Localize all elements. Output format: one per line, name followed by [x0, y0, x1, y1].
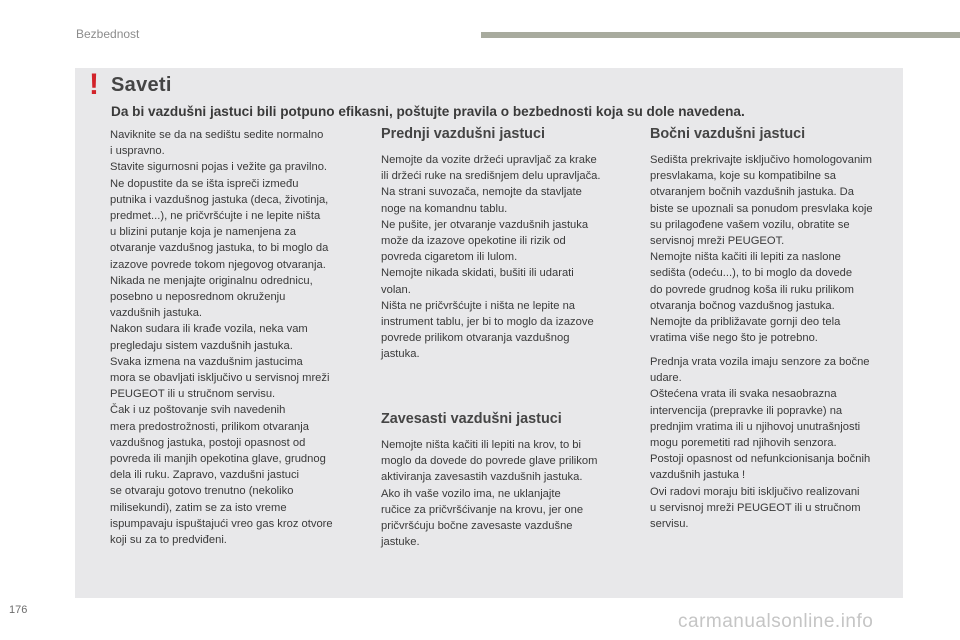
text-line: pregledaju sistem vazdušnih jastuka.	[110, 339, 293, 352]
front-airbags-section	[381, 125, 631, 363]
text-line: u blizini putanje koja je namenjena za	[110, 226, 296, 239]
text-line: može da izazove opekotine ili rizik od	[381, 235, 566, 248]
text-line: Oštećena vrata ili svaka nesaobrazna	[650, 388, 837, 401]
page-number: 176	[9, 604, 28, 616]
text-line: Stavite sigurnosni pojas i vežite ga pravilno.	[110, 161, 328, 174]
general-tips-column	[110, 127, 368, 548]
text-line: u servisnoj mreži PEUGEOT ili u stručnom	[650, 501, 861, 514]
text-line: otvaranja bočnog vazdušnog jastuka.	[650, 299, 835, 312]
text-line: Prednja vrata vozila imaju senzore za bočne	[650, 356, 870, 368]
text-line: PEUGEOT ili u stručnom servisu.	[110, 388, 276, 401]
curtain-airbags-heading: Zavesasti vazdušni jastuci	[381, 411, 562, 427]
text-line: instrument tablu, jer bi to moglo da izazove	[381, 316, 594, 329]
text-line: intervencija (prepravke ili popravke) na	[650, 404, 843, 417]
text-line: Nemojte da približavate gornji deo tela	[650, 316, 841, 329]
panel-title: Saveti	[111, 74, 172, 96]
text-line: vratima više nego što je potrebno.	[650, 332, 818, 345]
text-line: dela ili ruku. Zapravo, vazdušni jastuci	[110, 469, 300, 482]
text-line: Nemojte da vozite držeći upravljač za krake	[381, 154, 597, 166]
exclamation-icon: !	[89, 68, 99, 101]
text-line: povreda ili manjih opekotina glave, grudnog	[110, 453, 326, 466]
text-line: prednjim vratima ili u njihovoj unutrašnjosti	[650, 420, 861, 433]
header-bar	[481, 32, 960, 38]
text-line: mera predostrožnosti, prilikom otvaranja	[110, 420, 309, 433]
text-line: Nemojte nikada skidati, bušiti ili udarati	[381, 267, 574, 280]
text-line: jastuka.	[381, 348, 420, 361]
text-line: i uspravno.	[110, 145, 165, 158]
text-line: povreda cigaretom ili lulom.	[381, 251, 518, 264]
text-line: su prilagođene vašem vozilu, obratite se	[650, 218, 850, 231]
intro-text: Da bi vazdušni jastuci bili potpuno efikasni, poštujte pravila o bezbednosti koja su dole navedena.	[111, 104, 745, 119]
door-sensors-text	[650, 354, 900, 532]
text-line: Ništa ne pričvršćujte i ništa ne lepite na	[381, 299, 576, 312]
text-line: se otvaraju gotovo trenutno (nekoliko	[110, 485, 294, 498]
general-tips-text	[110, 127, 368, 548]
text-line: ili držeći ruke na središnjem delu upravljača.	[381, 170, 601, 183]
text-line: posebno u neposrednom okruženju	[110, 291, 286, 304]
text-line: putnika i vazdušnog jastuka (deca, životinja,	[110, 193, 329, 206]
text-line: udare.	[650, 372, 682, 385]
text-line: volan.	[381, 283, 411, 296]
text-line: biste se upoznali sa ponudom presvlaka koje	[650, 202, 873, 215]
text-line: predmet...), ne pričvršćujte i ne lepite ništa	[110, 210, 321, 223]
watermark: carmanualsonline.info	[678, 611, 874, 632]
text-line: Naviknite se da na sedištu sedite normalno	[110, 129, 324, 141]
text-line: servisnoj mreži PEUGEOT.	[650, 235, 785, 248]
text-line: Svaka izmena na vazdušnim jastucima	[110, 355, 303, 368]
text-line: koji su za to predviđeni.	[110, 534, 227, 547]
text-line: izazove povrede tokom njegovog otvaranja.	[110, 258, 326, 271]
front-airbags-text	[381, 152, 631, 363]
text-line: vazdušnog jastuka, postoji opasnost od	[110, 436, 306, 449]
text-line: moglo da dovede do povrede glave prilikom	[381, 455, 598, 468]
text-line: Nikada ne menjajte originalnu odrednicu,	[110, 274, 313, 287]
section-label: Bezbednost	[76, 27, 140, 41]
text-line: noge na komandnu tablu.	[381, 202, 508, 215]
side-airbags-text	[650, 152, 900, 346]
text-line: presvlakama, koje su kompatibilne sa	[650, 170, 836, 183]
text-line: milisekundi), zatim se za isto vreme	[110, 501, 287, 514]
text-line: Nemojte ništa kačiti ili lepiti na krov, to bi	[381, 439, 582, 451]
text-line: ručice za pričvršćivanje na krovu, jer one	[381, 503, 584, 516]
text-line: ispumpavaju ispuštajući vreo gas kroz otvore	[110, 517, 333, 530]
text-line: Na strani suvozača, nemojte da stavljate	[381, 186, 582, 199]
curtain-airbags-section	[381, 410, 631, 550]
side-airbags-section	[650, 125, 900, 346]
text-line: servisu.	[650, 518, 689, 531]
door-sensors-section	[650, 354, 900, 532]
text-line: povrede prilikom otvaranja vazdušnog	[381, 332, 570, 345]
text-line: Čak i uz poštovanje svih navedenih	[110, 404, 286, 417]
text-line: do povrede grudnog koša ili ruku prilikom	[650, 283, 854, 296]
side-airbags-heading: Bočni vazdušni jastuci	[650, 126, 806, 142]
curtain-airbags-text	[381, 437, 631, 550]
text-line: aktiviranja zavesastih vazdušnih jastuka.	[381, 471, 583, 484]
text-line: pričvršćuju bočne zavesaste vazdušne	[381, 520, 573, 533]
text-line: otvaranjem bočnih vazdušnih jastuka. Da	[650, 186, 854, 199]
text-line: Ako ih vaše vozilo ima, ne uklanjajte	[381, 487, 561, 500]
text-line: vazdušnih jastuka.	[110, 307, 203, 320]
text-line: mogu poremetiti rad njihovih senzora.	[650, 437, 837, 450]
text-line: Nemojte ništa kačiti ili lepiti za naslone	[650, 251, 841, 264]
text-line: sedišta (odeću...), to bi moglo da dovede	[650, 267, 853, 280]
text-line: jastuke.	[381, 536, 420, 549]
text-line: Postoji opasnost od nefunkcionisanja bočnih	[650, 453, 871, 466]
text-line: Ovi radovi moraju biti isključivo realizovani	[650, 485, 860, 498]
text-line: vazdušnih jastuka !	[650, 469, 746, 482]
text-line: Ne pušite, jer otvaranje vazdušnih jastuka	[381, 218, 589, 231]
text-line: Nakon sudara ili krađe vozila, neka vam	[110, 323, 308, 336]
front-airbags-heading: Prednji vazdušni jastuci	[381, 126, 545, 142]
text-line: mora se obavljati isključivo u servisnoj mreži	[110, 372, 330, 385]
text-line: otvaranje vazdušnog jastuka, to bi moglo da	[110, 242, 329, 255]
text-line: Sedišta prekrivajte isključivo homologovanim	[650, 154, 872, 166]
text-line: Ne dopustite da se išta ispreči između	[110, 177, 299, 190]
